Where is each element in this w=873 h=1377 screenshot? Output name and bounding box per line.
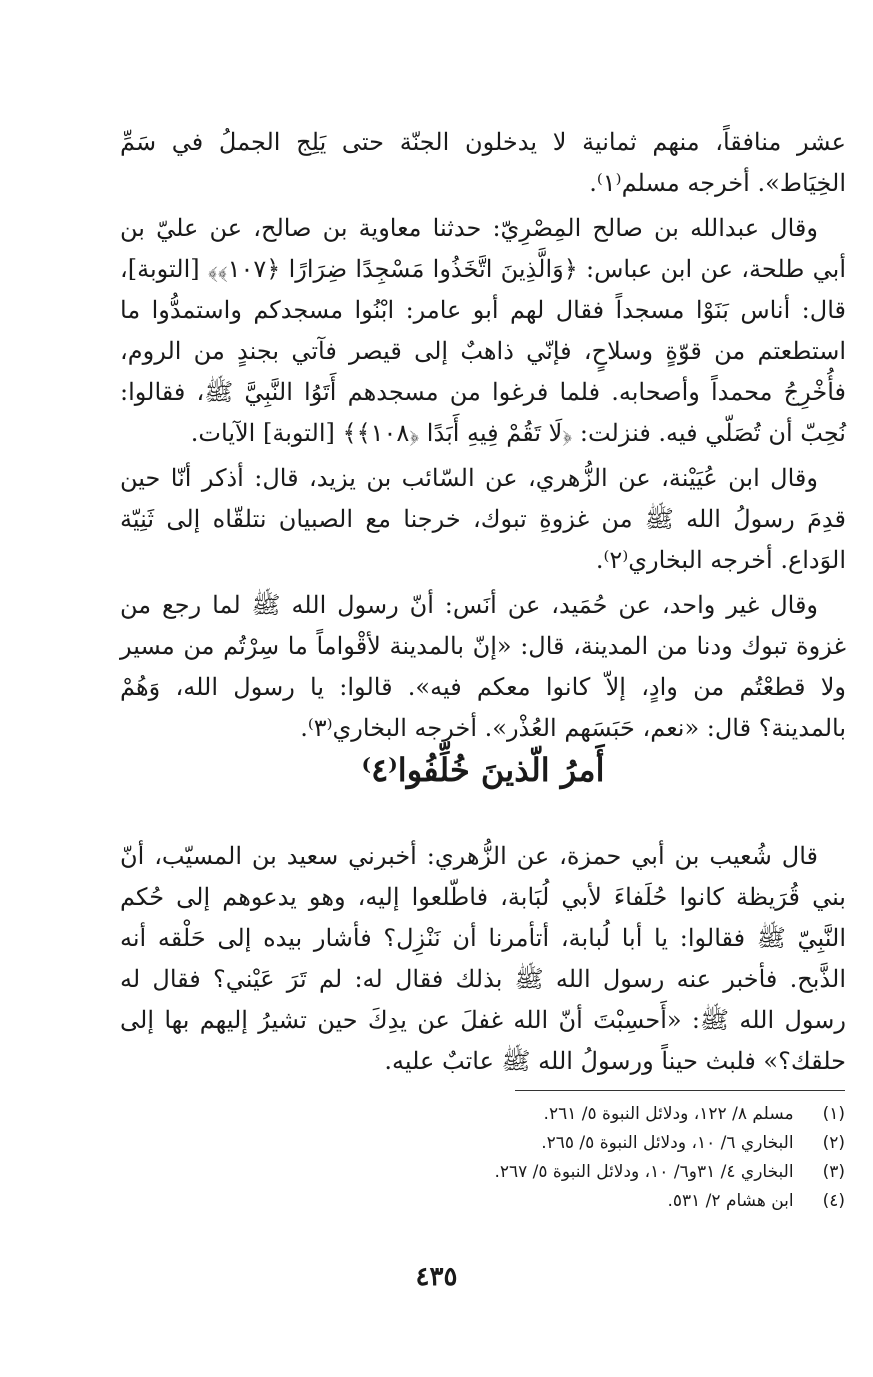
footnote-separator [515, 1090, 845, 1091]
footnote [125, 1129, 845, 1158]
paragraph: قال شُعيب بن أبي حمزة، عن الزُّهري: أخبرني سعيد بن المسيّب، أنّ بني قُرَيظة كانوا حُلَفاءَ لأبي لُبَابة، فاطّلعوا إليه، وهو يدعوهم إلى حُكم النَّبِيّ ﷺ فقالوا: يا أبا لُبابة، أتأمرنا أن نَنْزِل؟ فأشار بيده إلى حَلْقه أنه الذَّبح. فأخبر عنه رسول الله ﷺ بذلك فقال له: لم تَرَ عَيْني؟ فقال له رسول الله ﷺ: «أَحسِبْتَ أنّ الله غفلَ عن يدِكَ حين تشيرُ إليهم بها إلى حلقك؟» فلبث حيناً ورسولُ الله ﷺ عاتبٌ عليه. [120, 842, 846, 1075]
page-number: ٤٣٥ [415, 1262, 458, 1292]
footnote-number: (٢) [822, 1133, 845, 1153]
paragraph: وقال عبدالله بن صالح المِصْرِيّ: حدثنا معاوية بن صالح، عن عليّ بن أبي طلحة، عن ابن عباس: ﴿وَالَّذِينَ اتَّخَذُوا مَسْجِدًا ضِرَارًا ﴿١٠٧﴾﴾ [التوبة]، قال: أناس بَنَوْا مسجداً فقال لهم أبو عامر: ابْنُوا مسجدكم واستمدُّوا ما استطعتم من قوّةٍ وسلاحٍ، فإنّي ذاهبٌ إلى قيصر فآتي بجندٍ من الروم، فأُخْرِجُ محمداً وأصحابه. فلما فرغوا من مسجدهم أَتَوُا النَّبِيَّ ﷺ، فقالوا: نُحِبّ أن تُصَلّي فيه. فنزلت: ﴿لَا تَقُمْ فِيهِ أَبَدًا ﴿١٠٨﴾﴾ [التوبة] الآيات. [120, 214, 846, 447]
footnote-text: ابن هشام ٢/ ٥٣١. [667, 1191, 794, 1211]
paragraph: وقال ابن عُيَيْنة، عن الزُّهري، عن السّائب بن يزيد، قال: أذكر أنّا حين قدِمَ رسولُ الله ﷺ من غزوةِ تبوك، خرجنا مع الصبيان نتلقّاه إلى ثَنِيّة الوَداع. أخرجه البخاري⁽٢⁾. [120, 464, 846, 574]
footnote-text: مسلم ٨/ ١٢٢، ودلائل النبوة ٥/ ٢٦١. [543, 1104, 794, 1124]
footnote-text: البخاري ٦/ ١٠، ودلائل النبوة ٥/ ٢٦٥. [541, 1133, 794, 1153]
footnotes [125, 1100, 845, 1216]
footnote-number: (٣) [822, 1162, 845, 1182]
main-text-bottom [120, 836, 846, 1082]
footnote [125, 1158, 845, 1187]
footnote-number: (٤) [822, 1191, 845, 1211]
footnote-text: البخاري ٤/ ٣١و٦/ ١٠، ودلائل النبوة ٥/ ٢٦٧. [494, 1162, 794, 1182]
footnote-number: (١) [822, 1104, 845, 1124]
paragraph: عشر منافقاً، منهم ثمانية لا يدخلون الجنّة حتى يَلِج الجملُ في سَمِّ الخِيَاط». أخرجه مسلم⁽١⁾. [120, 128, 846, 197]
footnote [125, 1187, 845, 1216]
section-heading: أَمرُ الّذينَ خُلِّفُوا⁽٤⁾ [361, 751, 605, 789]
paragraph: وقال غير واحد، عن حُمَيد، عن أنَس: أنّ رسول الله ﷺ لما رجع من غزوة تبوك ودنا من المدينة، قال: «إنّ بالمدينة لأقْواماً ما سِرْتُم من مسير ولا قطعْتُم من وادٍ، إلاّ كانوا معكم فيه». قالوا: يا رسول الله، وَهُمْ بالمدينة؟ قال: «نعم، حَبَسَهم العُذْر». أخرجه البخاري⁽٣⁾. [120, 591, 846, 742]
main-text-top [120, 122, 846, 749]
footnote [125, 1100, 845, 1129]
